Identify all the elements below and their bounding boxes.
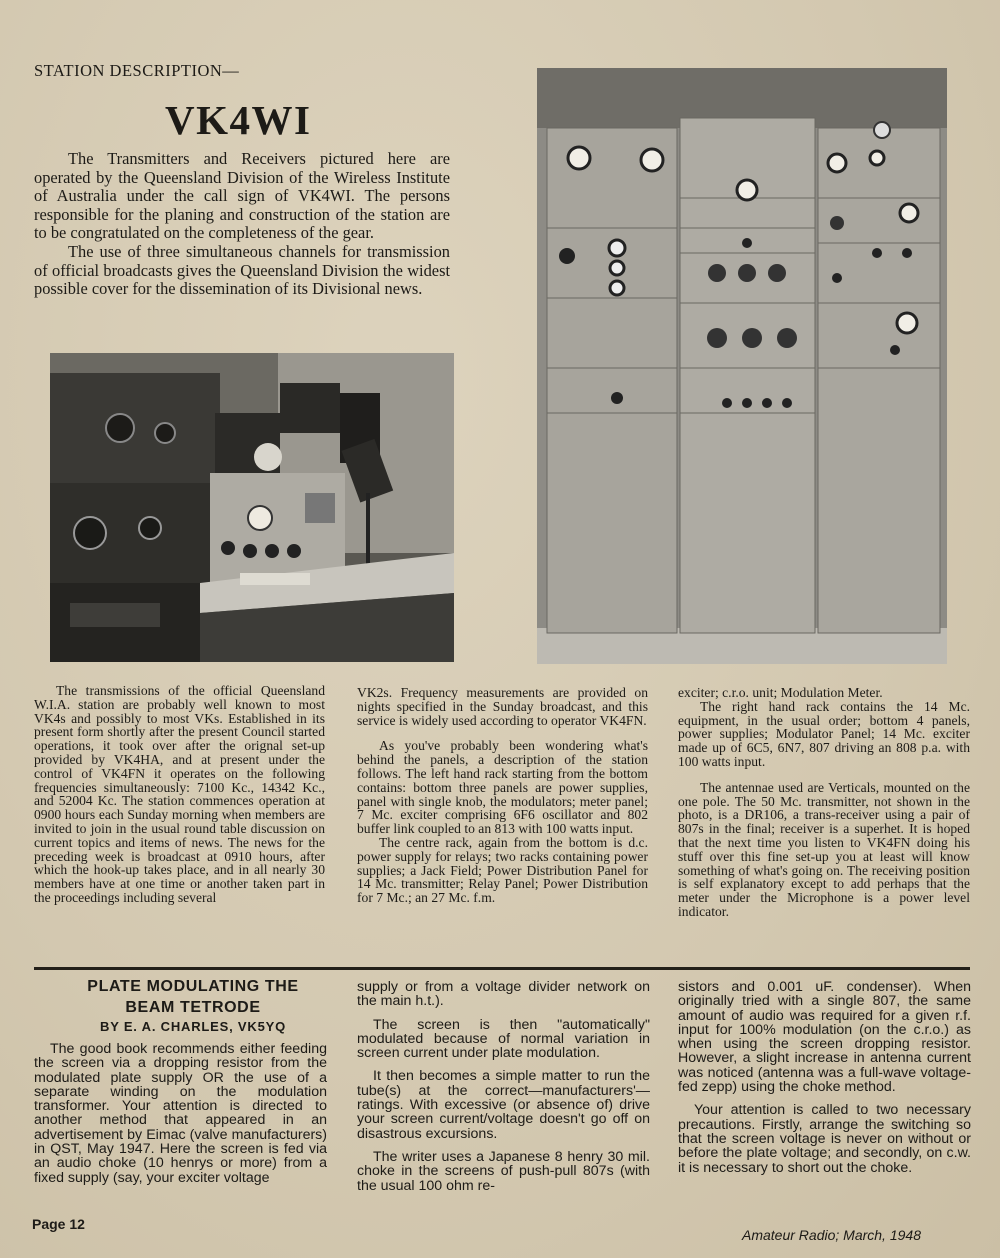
operating-position-illustration [50, 353, 454, 662]
article-paragraph: supply or from a voltage divider network on the main h.t.). [357, 979, 650, 1010]
article-title-line-1: PLATE MODULATING THE [87, 978, 299, 995]
article-paragraph: exciter; c.r.o. unit; Modulation Meter. [678, 685, 883, 700]
article-paragraph: The writer uses a Japanese 8 henry 30 mil. choke in the screens of push-pull 807s (with the usual 100 ohm re- [357, 1148, 650, 1194]
article-paragraph: The centre rack, again from the bottom is d.c. power supply for relays; two racks containing power supplies; a Jack Field; Power Distribution Panel for 14 Mc. transmitter; Relay Panel; Power Distribution for 7 Mc.; an 27 Mc. f.m. [357, 834, 648, 906]
article-paragraph: The good book recommends either feeding the screen via a dropping resistor from the modulated plate supply OR the use of a separate winding on the modulation transformer. Your attention is directed to another method that appeared in an advertisement by Eimac (valve manufacturers) in QST, May 1947. Here the screen is fed via an audio choke (10 henrys or more) from a fixed supply (say, your exciter voltage [34, 1041, 327, 1186]
article-column-1 [34, 684, 325, 905]
section-label: STATION DESCRIPTION— [34, 61, 240, 80]
article-paragraph: The screen is then "automatically" modulated because of normal variation in screen current under plate modulation. [357, 1016, 650, 1062]
article-paragraph: As you've probably been wondering what's behind the panels, a description of the station follows. The left hand rack starting from the bottom contains: bottom three panels are power supplies, panel with single knob, the modulators; meter panel; 7 Mc. exciter comprising 6F6 oscillator and 802 buffer link coupled to an 813 with 100 watts input. [357, 738, 648, 837]
article2-column-1 [34, 1042, 327, 1185]
article-column-3 [678, 686, 970, 919]
publication-info: Amateur Radio; March, 1948 [742, 1227, 921, 1243]
byline: BY E. A. CHARLES, VK5YQ [100, 1019, 286, 1034]
intro-paragraph-2: The use of three simultaneous channels for transmission of official broadcasts gives the Queensland Division the widest possible cover for the dissemination of its Divisional news. [34, 241, 450, 299]
transmitter-racks-illustration [537, 68, 947, 664]
article-paragraph: The transmissions of the official Queensland W.I.A. station are probably well known to most VK4s and possibly to most VKs. Established in its present form shortly after the present Council started operations, it took over after the orignal set-up provided by VK4HA, and at present under the control of VK4FN it operates on the following frequencies simultaneously: 7100 Kc., 14342 Kc., and 52004 Kc. The station commences operation at 0900 hours each Sunday morning when members are invited to join in the usual round table discussion on current topics and items of news. The news for the preceding week is broadcast at 0910 hours, after which the hook-up takes place, and in all nearly 30 members have at one time or another taken part in the proceedings including several [34, 683, 325, 905]
article-paragraph: sistors and 0.001 uF. condenser). When originally tried with a single 807, the same amount of audio was required for a given r.f. input for 100% modulation (on the c.r.o.) as when using the screen dropping resistor. However, a slight increase in antenna current was noticed (antenna was a full-wave voltage-fed zepp) using the choke method. [678, 979, 971, 1096]
article-paragraph: VK2s. Frequency measurements are provided on nights specified in the Sunday broadcast, and this service is widely used according to operator VK4FN. [357, 685, 648, 728]
article-paragraph: It then becomes a simple matter to run the tube(s) at the correct—manufacturers'—ratings. With excessive (or absence of) drive your screen current/voltage doesn't go off on disastrous excursions. [357, 1068, 650, 1142]
page-number: Page 12 [32, 1216, 85, 1232]
article-column-2 [357, 686, 648, 905]
article-title-line-2: BEAM TETRODE [125, 999, 261, 1016]
page-title: VK4WI [165, 97, 312, 143]
article2-column-2 [357, 980, 650, 1193]
intro-text [34, 150, 450, 299]
transmitter-racks-photo [537, 68, 947, 664]
section-divider [34, 967, 970, 970]
article-paragraph: Your attention is called to two necessary precautions. Firstly, arrange the switching so that the screen voltage is never on without or before the plate voltage; and secondly, on c.w. it is necessary to short out the choke. [678, 1102, 971, 1176]
article-paragraph: The antennae used are Verticals, mounted on the one pole. The 50 Mc. transmitter, not shown in the photo, is a DR106, a trans-receiver using a pair of 807s in the final; receiver is a superhet. It is hoped that the next time you listen to VK4FN doing his stuff over this fine set-up you at least will know something of what's going on. The receiving position is self explanatory except to add perhaps that the meter under the Microphone is a power level indicator. [678, 779, 970, 919]
intro-paragraph-1: The Transmitters and Receivers pictured here are operated by the Queensland Division of the Wireless Institute of Australia under the call sign of VK4WI. The persons responsible for the planing and construction of the station are to be congratulated on the completeness of the gear. [34, 149, 450, 243]
article-title [34, 976, 352, 1018]
operating-position-photo [50, 353, 454, 662]
article-paragraph: The right hand rack contains the 14 Mc. equipment, in the usual order; bottom 4 panels, power supplies; Modulator Panel; 14 Mc. exciter made up of 6C5, 6N7, 807 driving an 808 p.a. with 100 watts input. [678, 698, 970, 769]
article2-column-3 [678, 980, 971, 1175]
